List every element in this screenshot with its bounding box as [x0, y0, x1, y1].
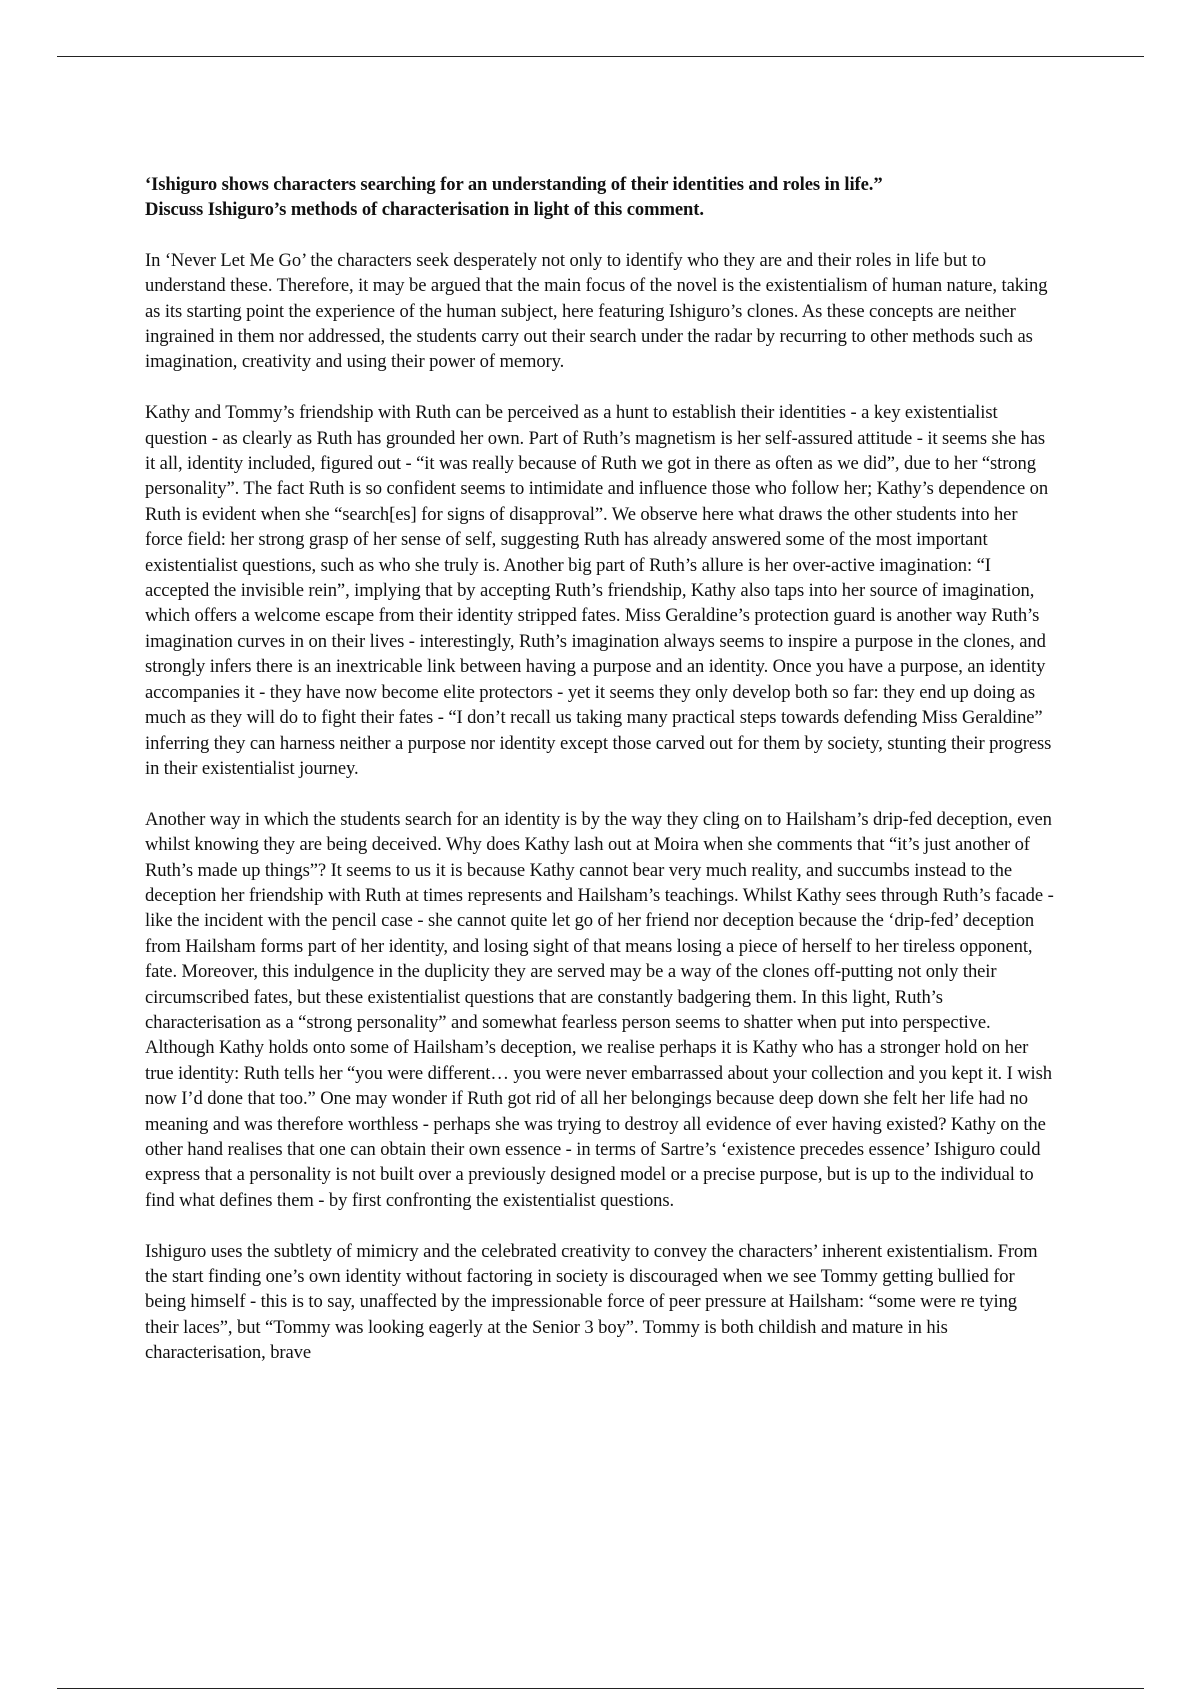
essay-question-line-2: Discuss Ishiguro’s methods of characterisation in light of this comment.	[145, 199, 704, 221]
essay-paragraph-1: In ‘Never Let Me Go’ the characters seek desperately not only to identify who they are and their roles in life but to understand these. Therefore, it may be argued that the main focus of the novel is the existentialism of human nature, taking as its starting point the experience of the human subject, here featuring Ishiguro’s clones. As these concepts are neither ingrained in them nor addressed, the students carry out their search under the radar by recurring to other methods such as imagination, creativity and using their power of memory.	[145, 249, 1048, 373]
essay-paragraph-4: Ishiguro uses the subtlety of mimicry and the celebrated creativity to convey the characters’ inherent existentialism. From the start finding one’s own identity without factoring in society is discouraged when we see Tommy getting bullied for being himself - this is to say, unaffected by the impressionable force of peer pressure at Hailsham: “some were re tying their laces”, but “Tommy was looking eagerly at the Senior 3 boy”. Tommy is both childish and mature in his characterisation, brave	[145, 1240, 1038, 1364]
essay-paragraph-3: Another way in which the students search for an identity is by the way they cling on to Hailsham’s drip-fed deception, even whilst knowing they are being deceived. Why does Kathy lash out at Moira when she comments that “it’s just another of Ruth’s made up things”? It seems to us it is because Kathy cannot bear very much reality, and succumbs instead to the deception her friendship with Ruth at times represents and Hailsham’s teachings. Whilst Kathy sees through Ruth’s facade - like the incident with the pencil case - she cannot quite let go of her friend nor deception because the ‘drip-fed’ deception from Hailsham forms part of her identity, and losing sight of that means losing a piece of herself to her tireless opponent, fate. Moreover, this indulgence in the duplicity they are served may be a way of the clones off-putting not only their circumscribed fates, but these existentialist questions that are constantly badgering them. In this light, Ruth’s characterisation as a “strong personality” and somewhat fearless person seems to shatter when put into perspective. Although Kathy holds onto some of Hailsham’s deception, we realise perhaps it is Kathy who has a stronger hold on her true identity: Ruth tells her “you were different… you were never embarrassed about your collection and you kept it. I wish now I’d done that too.” One may wonder if Ruth got rid of all her belongings because deep down she felt her life had no meaning and was therefore worthless - perhaps she was trying to destroy all evidence of ever having existed? Kathy on the other hand realises that one can obtain their own essence - in terms of Sartre’s ‘existence precedes essence’ Ishiguro could express that a personality is not built over a previously designed model or a precise purpose, but is up to the individual to find what defines them - by first confronting the existentialist questions.	[145, 808, 1054, 1211]
page-bottom-rule	[57, 1688, 1144, 1689]
essay-question-title	[145, 172, 1055, 223]
essay-page	[145, 172, 1055, 1366]
essay-paragraph-2: Kathy and Tommy’s friendship with Ruth can be perceived as a hunt to establish their identities - a key existentialist question - as clearly as Ruth has grounded her own. Part of Ruth’s magnetism is her self-assured attitude - it seems she has it all, identity included, figured out - “it was really because of Ruth we got in there as often as we did”, due to her “strong personality”. The fact Ruth is so confident seems to intimidate and influence those who follow her; Kathy’s dependence on Ruth is evident when she “search[es] for signs of disapproval”. We observe here what draws the other students into her force field: her strong grasp of her sense of self, suggesting Ruth has already answered some of the most important existentialist questions, such as who she truly is. Another big part of Ruth’s allure is her over-active imagination: “I accepted the invisible rein”, implying that by accepting Ruth’s friendship, Kathy also taps into her source of imagination, which offers a welcome escape from their identity stripped fates. Miss Geraldine’s protection guard is another way Ruth’s imagination curves in on their lives - interestingly, Ruth’s imagination always seems to inspire a purpose in the clones, and strongly infers there is an inextricable link between having a purpose and an identity. Once you have a purpose, an identity accompanies it - they have now become elite protectors - yet it seems they only develop both so far: they end up doing as much as they will do to fight their fates - “I don’t recall us taking many practical steps towards defending Miss Geraldine” inferring they can harness neither a purpose nor identity except those carved out for them by society, stunting their progress in their existentialist journey.	[145, 402, 1052, 779]
page-top-rule	[57, 56, 1144, 57]
essay-question-line-1: ‘Ishiguro shows characters searching for an understanding of their identities and roles in life.”	[145, 174, 883, 195]
